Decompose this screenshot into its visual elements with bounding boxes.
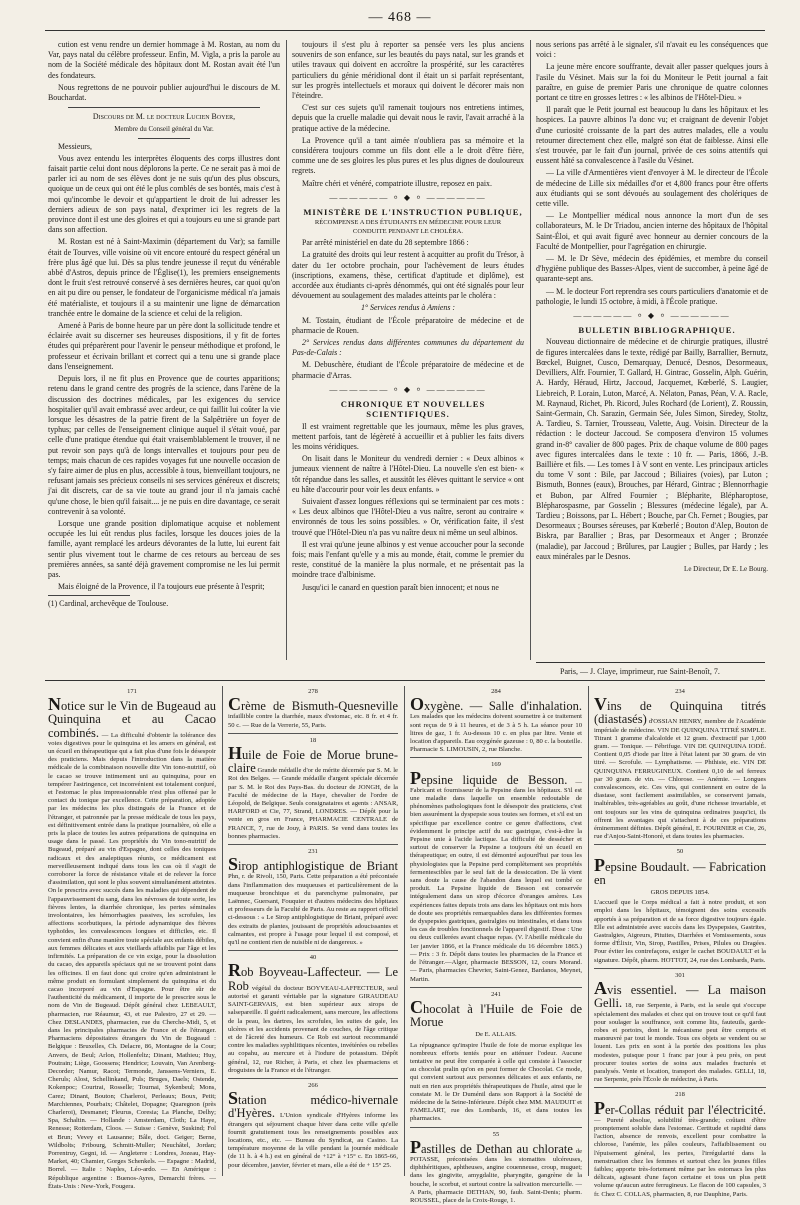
drop-cap: N [48,694,61,715]
drop-cap: O [410,694,425,715]
ad-title: er-Collas réduit par l'électricité. [605,1102,766,1117]
ad-number: 171 [127,688,137,695]
paragraph: Il est vraiment regrettable que les journaux, même les plus graves, mettent parfois, tant de légèreté à accueillir et à publier les faits divers les moins véridiques. [292,421,524,451]
ad-text: 18, rue Serpente, à Paris, est la seule qui s'occupe spécialement des malades et chez qui on trouve tout ce qu'il faut pour soulager la souffrance, soit comme lits, fauteuils, garde-robes et portoirs, dont le mécanisme peut être compris et manœuvré par tout le monde. Tous ces objets se vendent ou se louent. Les prix en sont à la portée des positions les plus modestes, puisque pour 1 franc par jour à peu près, on peut procurer toutes sortes de soins aux malades fracturés et paralysés. Vente et location, transport des malades. GELLI, 18, rue Serpente, près l'École de médecine, à Paris. [594,1002,766,1084]
drop-cap: S [228,1088,239,1109]
ad-subtitle: De E. ALLAIS. [475,1031,517,1039]
ad-title: epsine Boudault. — Fabrication en [594,859,766,887]
column-separator [530,40,531,660]
ad-number: 55 [492,1130,500,1138]
ad-number: 234 [675,688,685,695]
ads-column-1 [48,686,216,1190]
paragraph: Il est vrai qu'une jeune albinos y est venue accoucher pour la seconde fois; mais l'enfant qu'elle y a mis au monde, était, comme le premier du reste, constitué de la manière la plus normale, et ne présentait pas la moindre trace d'albinisme. [292,539,524,580]
ad-divider [410,987,582,988]
printer-line: Paris, — J. Claye, imprimeur, rue Saint-Benoît, 7. [560,667,720,676]
drop-cap: S [228,854,239,875]
ad-number: 241 [491,990,501,998]
paragraph: C'est sur ces sujets qu'il ramenait toujours nos entretiens intimes, depuis que la cruelle maladie qui devait nous le ravir, l'avait arraché à la pratique active de la médecine. [292,103,524,133]
ad-text: de POTASSE, préconisées dans les stomatites ulcéreuses, diphthéritiques, aphtheuses, angine couenneuse, croup, muguet; dans les gingivite, amygdalite, pharyngite, gangrène de la bouche, le scorbut, et surtout contre la salivation mercurielle. — A Paris, pharmacie DETHAN, 90, faub. Saint-Denis; pharm. ROUSSEL, place de la Croix-Rouge, 1. [410,1147,582,1204]
drop-cap: C [410,996,423,1017]
ornament-divider: —————— ⸰ ◆ ⸰ —————— [573,311,731,321]
page-number: — 468 — [368,10,432,25]
ad-number: 231 [308,848,318,856]
paragraph: On lisait dans le Moniteur du vendredi dernier : « Deux albinos « jumeaux viennent de naître à l'Hôtel-Dieu. La nouvelle s'en est bien- « tôt répandue dans les salles, et aussitôt les élèves quittant le service « ont eu hâte d'accourir pour voir les deux enfants. » [292,454,524,494]
ad-text: La répugnance qu'inspire l'huile de foie de morue explique les nombreux efforts tentés pour en atténuer l'odeur. Aucune tentative ne peut être comparée à celle qui consiste à l'associer au chocolat pralin qu'on en peut former de Chocolat. Ce mode, qui convient surtout aux personnes délicates et aux enfants, ne nuit en rien aux propriétés thérapeutiques de l'huile, ainsi que le constate M. le Dr Duménil dans son Rapport à la Société de médecine de la Seine-Inférieure. Dépôt chez MM. MAUDUIT et FAMELART, rue des Lombards, 16, et dans toutes les pharmacies. [410,1041,582,1123]
ornament-divider: —————— ⸰ ◆ ⸰ —————— [329,384,487,394]
drop-cap: A [594,978,607,999]
ad-number: 50 [676,848,684,856]
paragraph: Il paraît que le Petit journal est beaucoup lu dans les hôpitaux et les hospices. La pauvre albinos l'a donc vu; et craignant de devenir l'objet d'une curiosité croissante de la part des autres malades, elle a voulu retourner directement chez elle, malgré son état de faiblesse. Ainsi elle s'est trouvée, par le fait d'un journal, privée de ces soins attentifs qui eussent hâté sa convalescence à l'asile du Vésinet. [536,105,768,166]
paragraph: Maître chéri et vénéré, compatriote illustre, reposez en paix. [302,178,492,188]
ad-number: 18 [309,736,317,744]
ad-text: — La difficulté d'obtenir la tolérance des voies digestives pour le quinquina et les amers en général, est un écueil en thérapeutique qui a fait plus d'une fois le désespoir des praticiens. Mais depuis l'introduction dans la matière médicale de la combinaison nouvelle dite Vin tono-nutritif, où le cacao se trouve intimement uni au quinquina, pour en tempérer l'astringence, cet inconvénient est totalement conjuré, et l'estomac le plus impressionnable n'est plus offensé par le contact du tonique par excellence. Cette préparation, adoptée par les médecins les plus distingués de la France et de l'étranger, et patronnée par la presse médicale de tous les pays, est définitivement entrée dans la pratique journalière, où elle a pris la place de toutes les autres préparations de quinquina en usage dans le passé. Les propriétés du Vin tono-nutritif de Bugeaud, préparé au vin d'Espagne, dont celles des toniques radicaux et des analeptiques réunis, ce médicament est merveilleusement indiqué dans tous les cas où il s'agit de corroborer la force de résistance vitale et de relever la force d'assimilation, qui sont le plus souvent simultanément atteintes. On le prescrira avec succès dans les maladies qui dépendent de l'appauvrissement du sang, dans les névroses de toute sorte, les fièvres lentes, la diarrhée chronique, les pertes séminales involontaires, les hémorrhagies passives, les scrofules, les affections scorbutiques, la période adynamique des fièvres typhoïdes, les convalescences longues et difficiles, etc. Il convient enfin d'une manière toute spéciale aux enfants débiles, aux femmes délicates et aux vieillards affaiblis par l'âge et les infirmités. La préparation de ce vin exige, pour la dissolution du cacao, des appareils spéciaux qui ne se trouvent point dans les officines. Il en faut donc qui croire qu'en administrant le même produit en formulant simplement du quinquina et du cacao incorporé au vin d'Espagne. Pour être sûr de l'authenticité du médicament, il importe de le prescrire sous le nom de Vin de Bugeaud. Dépôt général chez LEBEAULT, pharmacien, rue Réaumur, 43, et rue Palestro, 27 et 29. — Chez DESLANDES, pharmacien, rue du Cherche-Midi, 5, et dans les principales pharmacies de France et de l'étranger. Pharmaciens dépositaires étrangers du Vin de Bugeaud : Belgique : Bruxelles, Ch. Delacre, 86, Montagne de la Cour; Anvers, de Beul; Arlon, Hollenfeltz; Dinant, Mathieu; Huy, Poutrain; Liège, Goossens; Hendrice; Louvain, Van Arenberg-Decorder; Namur, Racot; Termonde, Janssens-Verniers, E. Cheruls; Alost, Schellinkand, Puls; Bruges, Daels; Ostende, Kokenpoc; Courtrai, Rosselle; Tournai, Sykenbeul; Mons, Carez; Dinant, Bouton; Charleroi, Perleaux; Boux, Petit; Marchiennes, Pourbaix; Châtelet, Dopagne; Quaregnon (près Charleroi), Desmanet; Fleurus, Coresia; La Planche, Delhy; Spa, Schaltin. — Hollande : Amsterdam, Cloth; La Haye, Renesse; Rotterdam, Cloos. — Suisse : Genève, Suskind; Fol et Brun; Vevey et Lausanne; Bâle, doct. Geiger; Berne, Wildbolts; Fribourg, Schmitt-Muller; Neuchâtel, Jordan; Porrentruy, Gegni, id. — Angleterre : Londres, Jozeau, Hay-Market, 40; Chamier, Gorges Schenkels. — Espagne : Madrid, Borrel. — Italie : Naples, Léo-ardo. — En Amérique : République argentine : Buenos-Ayres, Demarchi frères. — États-Unis : New-York, Fougera. [48,731,216,1190]
paragraph: Par arrêté ministériel en date du 28 septembre 1866 : [302,238,469,248]
ad-title: rème de Bismuth-Quesneville [241,699,398,714]
paragraph: Lorsque une grande position diplomatique acquise et noblement occupée les lui eût rendus plus faciles, lorsque les douces joies de la famille, ayant remplacé les ardeurs dévorantes de la lutte, lui eurent fait sentir plus vivement tout le charme de ces retours au berceau de ses premières années, sa santé déjà gravement compromise ne les lui permit pas. [48,518,280,579]
paragraph: La Provence qu'il a tant aimée n'oubliera pas sa mémoire et la considérera toujours comme un fils dont elle a le droit d'être fière, comme une de ses gloires les plus pures et les plus dignes de douloureux regrets. [292,135,524,176]
ad-subtitle: GROS DEPUIS 1854. [650,889,710,897]
paragraph: nous serions pas arrêté à le signaler, s'il n'avait eu les conséquences que voici : [536,40,768,60]
ads-column-3 [410,686,582,1204]
paragraph: — La ville d'Armentières vient d'envoyer à M. le directeur de l'École de médecine de Lille six médailles d'or et 4,800 francs pour être offerts aux étudiants qui se sont dévoués au soulagement des cholériques de cette ville. [536,168,768,209]
ad-number: 40 [309,954,317,962]
bulletin-heading: BULLETIN BIBLIOGRAPHIQUE. [578,325,736,336]
ad-title: hocolat à l'Huile de Foie de Morue [410,1001,582,1030]
ad-divider [410,1127,582,1128]
ad-divider [594,1087,766,1088]
recompense-heading: RÉCOMPENSE A DES ÉTUDIANTS EN MÉDECINE POUR LEUR CONDUITE PENDANT LE CHOLÉRA. [314,219,502,235]
intro-paragraph: cution est venu rendre un dernier hommage à M. Rostan, au nom du Var, pays natal du célèbre professeur. Enfin, M. Vigla, a pris la parole au nom de la Société médicale des hôpitaux dont M. Rostan avait été l'un des fondateurs. [48,40,280,80]
amiens-heading: 1° Services rendus à Amiens : [360,303,456,313]
drop-cap: P [594,854,605,875]
ads-column-4 [594,686,766,1198]
ad-title: uile de Foie de Morue brune-claire [228,748,398,776]
drop-cap: R [228,960,241,981]
ad-title: epsine liquide de Besson. [421,772,568,787]
ad-number: 169 [491,761,501,769]
ad-divider [594,844,766,845]
article-column-2 [292,40,524,665]
drop-cap: P [410,767,421,788]
ad-text: Phn, r. de Rivoli, 150, Paris. Cette préparation a été préconisée dans l'inflammation des muqueuses et particulièrement de la muqueuse bronchique et du parenchyme pulmonaire, par Laënnec, Guersant, Fouquier et d'autres médecins des hôpitaux et professeurs de la Faculté de Paris. Au reste au rapport officiel ci-dessous : « Le Sirop antiphlogistique de Briant, préparé avec des extraits de plantes, jouissant de propriétés adoucissantes et calmantes, est propre à l'usage pour lequel il est composé, et qu'il ne contient rien de nuisible ni de dangereux. » [228,873,398,947]
ornament-divider: —————— ⸰ ◆ ⸰ —————— [329,192,487,202]
paragraph: — M. le Dr Sève, médecin des épidémies, et membre du conseil d'hygiène publique des Basses-Alpes, vient de succomber, à peine âgé de quarante-sept ans. [536,254,768,284]
column-separator [222,686,223,1176]
paragraph: Depuis lors, il ne fit plus en Provence que de courtes apparitions; retenu dans le grand centre des progrès de la science, dans l'arène de la discussion des doctrines médicales, par les exigences du service hospitalier qu'il avait embrassé avec ardeur, ce qui faillit lui coûter la vie lorsque les désastres de la patrie firent de la Salpêtrière un foyer de typhus; par celles de l'enseignement clinique auquel il s'était voué, par celle d'une pratique étendue qui était vraisemblablement le trouver, il ne put revoir son pays qu'à de longs intervalles et toujours pour peu de temps; mais chacun de ces rapides voyages fut une nouvelle occasion de s'y faire aimer de plus en plus, accessible à tous, bienveillant toujours, ne refusant jamais ses précieux conseils ni ses services généreux et discrets; j'ai dit discrets, car de sa vie toute au grand jour il n'a jamais caché qu'une chose, le bien qu'il faisait.... je ne puis en dire davantage, ce serait contrevenir à sa volonté. [48,374,280,516]
ad-text: d'OSSIAN HENRY, membre de l'Académie impériale de médecine. VIN DE QUINQUINA TITRÉ SIMPLE. Titrant 1 gramme d'alcaloïde et 12 gram. d'extractif par 1,000 gram. — Tonique. — Fébrifuge. VIN DE QUINQUINA IODÉ. Contient 0,05 d'iode par litre à l'état latent par 30 gram. de vin titré. — Scrofule. — Lymphatisme. — Phthisie, etc. VIN DE QUINQUINA FERRUGINEUX. Contient 0,10 de sel ferreux par 30 gram. de vin. — Chlorose. — Anémie. — Longues convalescences, etc. Ces vins, qui contiennent en outre de la diastase, sont facilement assimilables, se conservent jamais, inaltérables, très-agréables au goût, d'une richesse invariable, et ont toujours sur les vins de quinquina ordinaires jusqu'ici, ils offrent les avantages qui s'attachent à de ces préparations éminemment définies. Dépôt général, E. FOURNIER et Cie, 26, rue d'Anjou-Saint-Honoré, et dans toutes les pharmacies. [594,718,766,841]
paragraph: Vous avez entendu les interprètes éloquents des corps illustres dont faisait partie celui dont nous déplorons la perte. Ce ne serait pas à moi de parler ici au nom de ses élèves dont je ne suis qu'un des plus obscurs, quoique un de ceux qui ont été le plus comblés de ses bontés, mais c'est à moi qu'incombe le devoir et qu'appartient le droit de lui adresser les derniers adieux de son pays natal, d'exprimer ici les regrets de la province dont il est une des gloires et qui a toujours eu une si grande part dans son affection. [48,153,280,235]
ad-title: otice sur le Vin de Bugeaud au Quinquina et au Cacao combinés. [48,699,216,740]
ads-top-rule [45,680,765,681]
ad-divider [228,733,398,734]
ad-title: vis essentiel. — La maison Gelli. [594,983,766,1011]
drop-cap: H [228,743,243,764]
ad-number: 284 [491,688,501,695]
ad-number: 218 [675,1091,685,1099]
ad-divider [228,1078,398,1079]
ad-number: 266 [308,1081,318,1089]
drop-cap: P [594,1097,605,1118]
ad-text: L'accueil que le Corps médical a fait à notre produit, et son emploi dans les hôpitaux, témoignent des soins excessifs apportés à sa préparation et de sa force digestive toujours égale. Elle est administrée avec succès dans les Dyspepsies, Gastrites, Gastralgies, Aigreurs, Pituites, Diarrhées et Vomissements, sous forme d'Élixir, Vin, Sirop, Pastilles, Prises, Pilules ou Dragées. Pour éviter les contrefaçons, exiger le cachet BOUDAULT et la signature. Dépôt, pharm. HOTTOT, 24, rue des Lombards, Paris. [594,899,766,964]
discours-subtitle: Membre du Conseil général du Var. [114,125,214,134]
drop-cap: V [594,694,607,715]
paragraph: Jusqu'ici le canard en question paraît bien innocent; et nous ne [302,582,499,592]
discours-title: Discours de M. le docteur Lucien Boyer, [92,112,236,122]
paragraph: — M. le docteur Fort reprendra ses cours particuliers d'anatomie et de pathologie, le lundi 15 octobre, à midi, à l'École pratique. [536,286,768,306]
ad-title: astilles de Dethan au chlorate [421,1141,573,1156]
salutation: Messieurs, [58,141,92,151]
ad-divider [594,968,766,969]
column-separator [588,686,589,1176]
footnote-rule [48,595,130,596]
ad-title: xygène. — Salle d'inhalation. [424,699,582,714]
intro-paragraph-2: Nous regrettons de ne pouvoir publier aujourd'hui le discours de M. Bouchardat. [48,82,280,103]
ad-title: ob Boyveau-Laffecteur. — Le Rob [228,965,398,993]
paragraph: La gratuité des droits qui leur restent à acquitter au profit du Trésor, à dater du 1er octobre prochain, pour l'achèvement de leurs études (inscriptions, examens, thèse, certificat d'aptitude et diplôme), est accordée aux étudiants ci-après dénommés, qui ont été signalés pour leur dévouement au soulagement des malades atteints par le choléra : [292,250,524,301]
ad-text: Grande médaille d'or de mérite décernée par S. M. le Roi des Belges. — Grande médaille d'argent spéciale décernée par S. M. le Roi des Pays-Bas. du docteur de JONGH, de la Faculté de médecine de la Haye, chevalier de l'ordre de Léopold, de Belgique. Seuls consignataires et agents : ANSAR, HARFORD et Cie, 77, Strand, LONDRES. — Dépôt pour la vente en gros en France, PHARMACIE CENTRALE de FRANCE, 7, rue de Jouy, à PARIS. Se vend dans toutes les bonnes pharmacies. [228,767,398,840]
short-divider [138,138,190,139]
ad-text: Les malades que les médecins doivent soumettre à ce traitement sont reçus de 9 à 11 heures, et de 3 à 5 h. La séance pour 10 litres de gaz, 1 fr. Au-dessus 10 c. en plus par litre. Vente et location d'appareils. Eau oxygénée gazeuse : 0, 80 c. la bouteille. Pharmacie S. LIMOUSIN, 2, rue Blanche. [410,713,582,754]
ad-title: irop antiphlogistique de Briant [238,859,398,874]
ad-text: L'Union syndicale d'Hyères informe les étrangers qui séjournent chaque hiver dans cette ville qu'elle fournit gratuitement tous les renseignements possibles aux locations, etc., etc. — Bureau du Syndicat, au Casino. La température moyenne de la ville pendant la journée médicale (de 11 h. à 4 h.) est en général de +12° à +15° c. En 1865-66, pour décembre, janvier, février et mars, elle a été de + 15° 25. [228,1112,398,1169]
column-separator [286,40,287,660]
ad-text: infaillible contre la diarrhée, maux d'estomac, etc. 8 fr. et 4 fr. 50 c. — Rue de la Verrerie, 55, Paris. [228,713,398,729]
printer-rule [536,662,765,663]
drop-cap: P [410,1136,421,1157]
ad-text: — Pureté absolue, solubilité très-grande; coûtant d'être promptement soluble dans l'estomac. Certitude et rapidité dans l'action, absence de renvois, excellent pour combattre la chlorose, l'anémie, les pâles couleurs, l'affaiblissement ou l'épuisement général, les pertes, l'irrégularité dans la menstruation chez les femmes et surtout chez les jeunes filles faibles; apporte très-fortement même par les estomacs les plus délicats, agissant d'une façon certaine et tous un plus petit volume qu'aucun autre ferrugineux. Le flacon de 100 capsules, 3 fr. Chez C. COLLAS, pharmacien, 8, rue Dauphine, Paris. [594,1116,766,1198]
paragraph: M. Debuschère, étudiant de l'École préparatoire de médecine et de pharmacie d'Arras. [292,360,524,380]
bibliography-paragraph: Nouveau dictionnaire de médecine et de chirurgie pratiques, illustré de figures intercalées dans le texte, rédigé par Bailly, Barrallier, Bernutz, Bœckel, Buignet, Cusco, Demarquay, Denucé, Desnos, Desormeaux, Devilliers, Alfr. Fournier, T. Gallard, H. Gintrac, Gosselin, Alph. Guérin, A. Hardy, Héraud, Hirtz, Jaccoud, Jacquemet, Kœberlé, S. Laugier, Liebreich, P. Lorain, Luton, Marcé, A. Nélaton, Panas, Péan, V. A. Racle, M. Raynaud, Richet, Ph. Ricord, Jules Rochard (de Lorient), Z. Roussin, Saint-Germain, Ch. Sarazin, Germain Sée, Jules Simon, Siredey, Stoltz, A. Tardieu, S. Tarnier, Trousseau, Valette, Aug. Voisin. Directeur de la rédaction : le docteur Jaccoud. Se composera d'environ 15 volumes grand in-8° cavalier de 800 pages. Prix de chaque volume de 800 pages avec figures intercalées dans le texte : 10 fr. — Paris, 1866, J.-B. Baillière et fils. — Les tomes I à V sont en vente. Les principaux articles du tome V sont : Bile, par Jaccoud ; Biliaires (voies), par Luton ; Bismuth, Bonnes (eaux), Brouches, par Hérard, Gintrac ; Blennorrhagie et Bubon, par Alfred Fournier ; Blépharite, Blépharoptose, Blépharospasme, par Gosselin ; Blessures (médecine légale), par A. Tardieu ; Boissons, par L. Hébert ; Bouche, par Ch. Fernet ; Bougies, par Desormeaux ; Bourses séreuses, par Kœberlé ; Bouton d'Alep, Bouton de Biskra, par Barallier ; Bras, par Desormeaux et Anger ; Bronzée (maladie), par Jaccoud ; Brûlures, par Laugier ; Bulles, par Hardy ; les eaux minérales par le Desnos. [536,337,768,561]
section-divider [68,107,260,108]
article-column-1 [48,40,280,665]
ad-divider [228,844,398,845]
ad-divider [410,757,582,758]
article-column-3 [536,40,768,665]
ad-number: 278 [308,688,318,695]
chronique-heading: CHRONIQUE ET NOUVELLES SCIENTIFIQUES. [340,399,486,420]
ad-text: — Fabricant et fournisseur de la Pepsine dans les hôpitaux. S'il est une maladie dans laquelle un ensemble redoutable de phénomènes pathologiques font le désespoir des praticiens, c'est bien assurément la dyspepsie sous toutes ses formes, et s'il est un spécifique par excellence contre ce genre d'affections, c'est évidemment le principe actif du suc gastrique, c'est-à-dire la Pepsine unie à l'acide lactique. La difficulté de dessécher et surtout de conserver la Pepsine a toujours été un écueil en thérapeutique; en outre, il est démontré aujourd'hui par tous les physiologistes que la Pepsine perd complètement ses propriétés fermentescibles par le seul fait de la dessiccation. De là vient sans doute la cause de l'abandon dans lequel est tombé ce produit. La Pepsine liquide de Besson est conservée intégralement dans un sirop d'écorce d'oranges amères. Les expériences faites depuis trois ans dans les hôpitaux ont mis hors de doute ses propriétés remarquables dans les différentes formes de dyspepsies gastriques, gastralgies ou intestinales, et dans tous les cas de troubles fonctionnels de l'appareil digestif. Dose : Une ou deux cuillerées avant chaque repas. (V. l'Abeille médicale du 1er janvier 1866, et la France médicale du 16 décembre 1865.) — Prix : 3 fr. Dépôt dans toutes les pharmacies de la France et de l'étranger.—Alger, pharmacie BESSON, 12, cours Morand. — Paris, pharmacies Chevrier, Saint-Genez, Bardanos, Meynet, Martin. [410,778,582,983]
ad-number: 301 [675,971,685,979]
ministere-heading: MINISTÈRE DE L'INSTRUCTION PUBLIQUE, [303,207,523,218]
pas-de-calais-heading: 2° Services rendus dans différentes communes du département du Pas-de-Calais : [292,338,524,358]
footnote: (1) Cardinal, archevêque de Toulouse. [48,599,169,609]
drop-cap: C [228,694,241,715]
header-rule [45,30,765,31]
ads-column-2 [228,686,398,1176]
ad-divider [228,950,398,951]
director-signature: Le Directeur, Dr E. Le Bourg. [684,564,768,573]
paragraph: Mais éloigné de la Provence, il l'a toujours eue présente à l'esprit; [58,582,265,592]
paragraph: Amené à Paris de bonne heure par un père dont la sollicitude tendre et éclairée avait su discerner ses heureuses dispositions, il y fit de fortes études qui préparèrent pour l'avenir le penseur méthodique et profond, le professeur et écrivain brillant et correct qui a tenu une si grande place dans l'enseignement. [48,321,280,371]
paragraph: toujours il s'est plu à reporter sa pensée vers les plus anciens souvenirs de son enfance, sur les beautés du pays natal, sur les grands et utiles travaux qui doivent en accroître la prospérité, sur les caractères particuliers du génie méridional dont il était un si parfait représentant, sur les progrès intellectuels et moraux qui doivent le décorer mais non l'éteindre. [292,40,524,101]
paragraph: M. Tostain, étudiant de l'École préparatoire de médecine et de pharmacie de Rouen. [292,315,524,335]
paragraph: La jeune mère encore souffrante, devait aller passer quelques jours à l'asile du Vésinet. Mais sur la foi du Moniteur le Petit journal a fait paraître, en guise de premier Paris une chronique de quatre colonnes portant ce titre en grosses lettres : « les albinos de l'Hôtel-Dieu. » [536,62,768,103]
paragraph: Suivaient d'assez longues réflexions qui se terminaient par ces mots : « Les deux albinos que l'Hôtel-Dieu a vus naître, seront au contraire « environnés de tous les soins possibles. » Or, vérification faite, il s'est trouvé que l'Hôtel-Dieu n'a pas vu naître deux ni même un seul albinos. [292,496,524,537]
column-separator [404,686,405,1176]
ad-text: végétal du docteur BOYVEAU-LAFFECTEUR, seul autorisé et garanti véritable par la signature GIRAUDEAU SAINT-GERVAIS, est bien supérieur aux sirops de salsepareille. Il guérit radicalement, sans mercure, les affections de la peau, les dartres, les scrofules, les suites de gale, les ulcères et les accidents provenant de couches, de l'âge critique et de l'âcreté des humeurs. Ce Rob est surtout recommandé contre les maladies syphilitiques récentes, invétérées ou rebelles au copahu, au mercure et à l'iodure de potassium. Dépôt général, 12, rue Richer, à Paris, et chez les pharmaciens et droguistes de la France et de l'étranger. [228,984,398,1074]
ad-title: ins de Quinquina titrés (diastasés) [594,699,766,727]
paragraph: M. Rostan est né à Saint-Maximin (département du Var); sa famille était de Tourves, ville voisine où vit encore entouré du respect général un frère plus âgé que lui. Dès sa plus tendre jeunesse il reçut du vénérable abbé d'Astros, depuis prince de l'Église(1), les premiers enseignements dont le fruit s'est retrouvé conservé à ses dernières heures, car quoi qu'on en ait pu dire ou penser, le fondateur de l'organicisme médical n'a jamais été matérialiste, et toujours il a su maintenir une ligne de démarcation tranchée entre le domaine de la science et celui de la religion. [48,237,280,318]
ad-title: tation médico-hivernale d'Hyères. [228,1093,398,1121]
paragraph: — Le Montpellier médical nous annonce la mort d'un de ses collaborateurs, M. le Dr Triadou, ancien interne des hôpitaux de l'hôpital Saint-Éloi, et qui avait figuré avec honneur au dernier concours de la Faculté de Montpellier, pour l'agrégation en chirurgie. [536,211,768,251]
